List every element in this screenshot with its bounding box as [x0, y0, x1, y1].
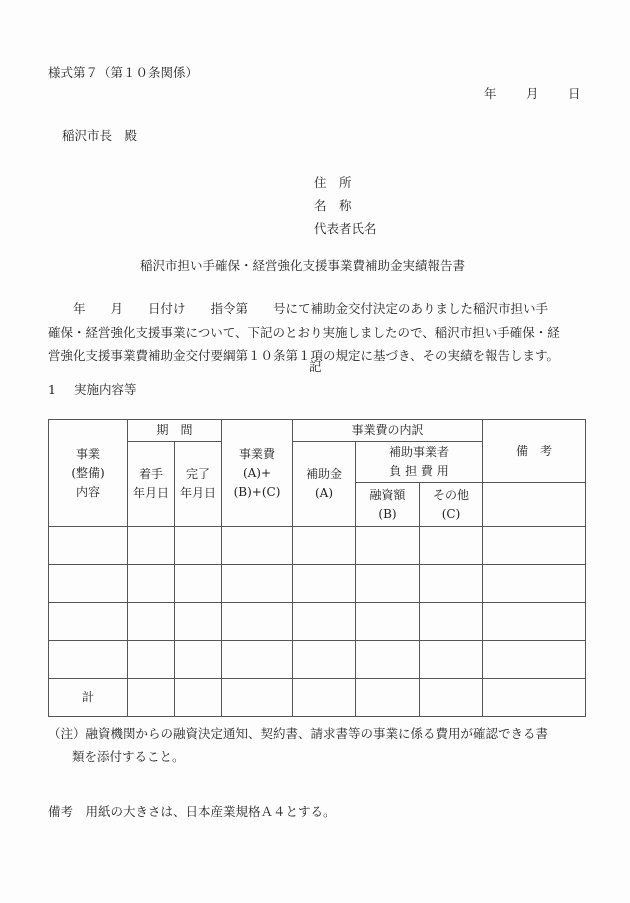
- total-label: 計: [49, 679, 128, 717]
- cell[interactable]: [420, 679, 483, 717]
- cell[interactable]: [222, 527, 293, 565]
- name-label: 名 称: [314, 198, 352, 213]
- cell[interactable]: [128, 565, 175, 603]
- cell[interactable]: [222, 603, 293, 641]
- header-text: (整備): [71, 465, 105, 480]
- cell[interactable]: [175, 603, 222, 641]
- header-text: 負 担 費 用: [389, 464, 449, 478]
- addressee: 稲沢市長 殿: [62, 128, 138, 143]
- header-text: 完了: [185, 467, 210, 481]
- cell[interactable]: [356, 641, 420, 679]
- cell[interactable]: [420, 603, 483, 641]
- header-loan: [356, 483, 420, 527]
- implementation-table: [48, 419, 586, 717]
- note-line: （注）融資機関からの融資決定通知、契約書、請求書等の事業に係る費用が確認できる書: [48, 726, 549, 741]
- header-text: 内容: [75, 484, 100, 499]
- header-cost: [222, 420, 293, 527]
- header-content: [49, 420, 128, 527]
- table-row: [49, 565, 586, 603]
- table-row: [49, 603, 586, 641]
- header-start: [128, 442, 175, 527]
- total-row: [49, 679, 586, 717]
- cell[interactable]: [175, 565, 222, 603]
- cell[interactable]: [222, 565, 293, 603]
- header-end: [175, 442, 222, 527]
- header-text: (A): [314, 486, 334, 500]
- cell[interactable]: [483, 565, 586, 603]
- header-remarks-blank: [483, 483, 586, 527]
- remarks-footer: 備考 用紙の大きさは、日本産業規格Ａ４とする。: [48, 804, 336, 819]
- section-heading: [48, 384, 136, 397]
- date-year: 年: [484, 86, 497, 101]
- ki-heading: 記: [309, 359, 322, 374]
- date-day: 日: [568, 86, 581, 101]
- cell[interactable]: [49, 603, 128, 641]
- cell[interactable]: [128, 679, 175, 717]
- cell[interactable]: [222, 679, 293, 717]
- header-text: 補助事業者: [388, 445, 449, 459]
- cell[interactable]: [293, 679, 356, 717]
- body-line: 営強化支援事業費補助金交付要綱第１０条第１項の規定に基づき、その実績を報告します。: [48, 348, 560, 363]
- cell[interactable]: [128, 603, 175, 641]
- cell[interactable]: [483, 527, 586, 565]
- cell[interactable]: [483, 679, 586, 717]
- cell[interactable]: [420, 565, 483, 603]
- cell[interactable]: [222, 641, 293, 679]
- cell[interactable]: [293, 527, 356, 565]
- header-text: (C): [441, 506, 461, 521]
- date-month: 月: [526, 86, 539, 101]
- section-title: 実施内容等: [73, 382, 137, 397]
- address-label: 住 所: [314, 175, 352, 190]
- body-paragraph: [48, 297, 588, 368]
- cell[interactable]: [420, 641, 483, 679]
- cell[interactable]: [293, 603, 356, 641]
- header-text: 事業費: [238, 446, 275, 461]
- header-other: [420, 483, 483, 527]
- header-text: 補助金: [305, 467, 342, 481]
- date-line: [484, 88, 581, 101]
- header-text: (A)+: [242, 465, 272, 480]
- table-row: [49, 641, 586, 679]
- cell[interactable]: [356, 565, 420, 603]
- body-line: 確保・経営強化支援事業について、下記のとおり実施しましたので、稲沢市担い手確保・経: [48, 324, 560, 340]
- cell[interactable]: [128, 527, 175, 565]
- header-text: 事業: [75, 446, 100, 461]
- header-breakdown: 事業費の内訳: [293, 420, 483, 442]
- section-number: 1: [48, 382, 56, 397]
- cell[interactable]: [356, 679, 420, 717]
- header-subsidy: [293, 442, 356, 527]
- cell[interactable]: [49, 641, 128, 679]
- header-period: 期 間: [128, 420, 222, 442]
- cell[interactable]: [175, 641, 222, 679]
- cell[interactable]: [483, 603, 586, 641]
- cell[interactable]: [293, 641, 356, 679]
- applicant-block: [314, 171, 377, 240]
- cell[interactable]: [293, 565, 356, 603]
- cell[interactable]: [49, 527, 128, 565]
- representative-label: 代表者氏名: [314, 221, 377, 236]
- header-text: 着手: [138, 467, 163, 481]
- cell[interactable]: [483, 641, 586, 679]
- cell[interactable]: [175, 527, 222, 565]
- header-burden: [356, 442, 483, 483]
- note: [48, 722, 548, 768]
- note-line: 類を添付すること。: [72, 749, 185, 764]
- header-text: 年月日: [179, 486, 216, 500]
- document-title: 稲沢市担い手確保・経営強化支援事業費補助金実績報告書: [140, 258, 466, 273]
- cell[interactable]: [128, 641, 175, 679]
- table-row: [49, 527, 586, 565]
- cell[interactable]: [356, 603, 420, 641]
- header-text: (B)+(C): [233, 484, 281, 499]
- header-text: その他: [432, 487, 469, 502]
- header-remarks: 備 考: [483, 420, 586, 483]
- body-line: 年 月 日付け 指令第 号にて補助金交付決定のありました稲沢市担い手: [48, 301, 549, 316]
- cell[interactable]: [420, 527, 483, 565]
- header-text: (B): [378, 506, 397, 521]
- cell[interactable]: [356, 527, 420, 565]
- header-text: 年月日: [132, 486, 169, 500]
- header-text: 融資額: [369, 487, 406, 502]
- cell[interactable]: [49, 565, 128, 603]
- cell[interactable]: [175, 679, 222, 717]
- form-number: 様式第７（第１０条関係）: [48, 65, 199, 80]
